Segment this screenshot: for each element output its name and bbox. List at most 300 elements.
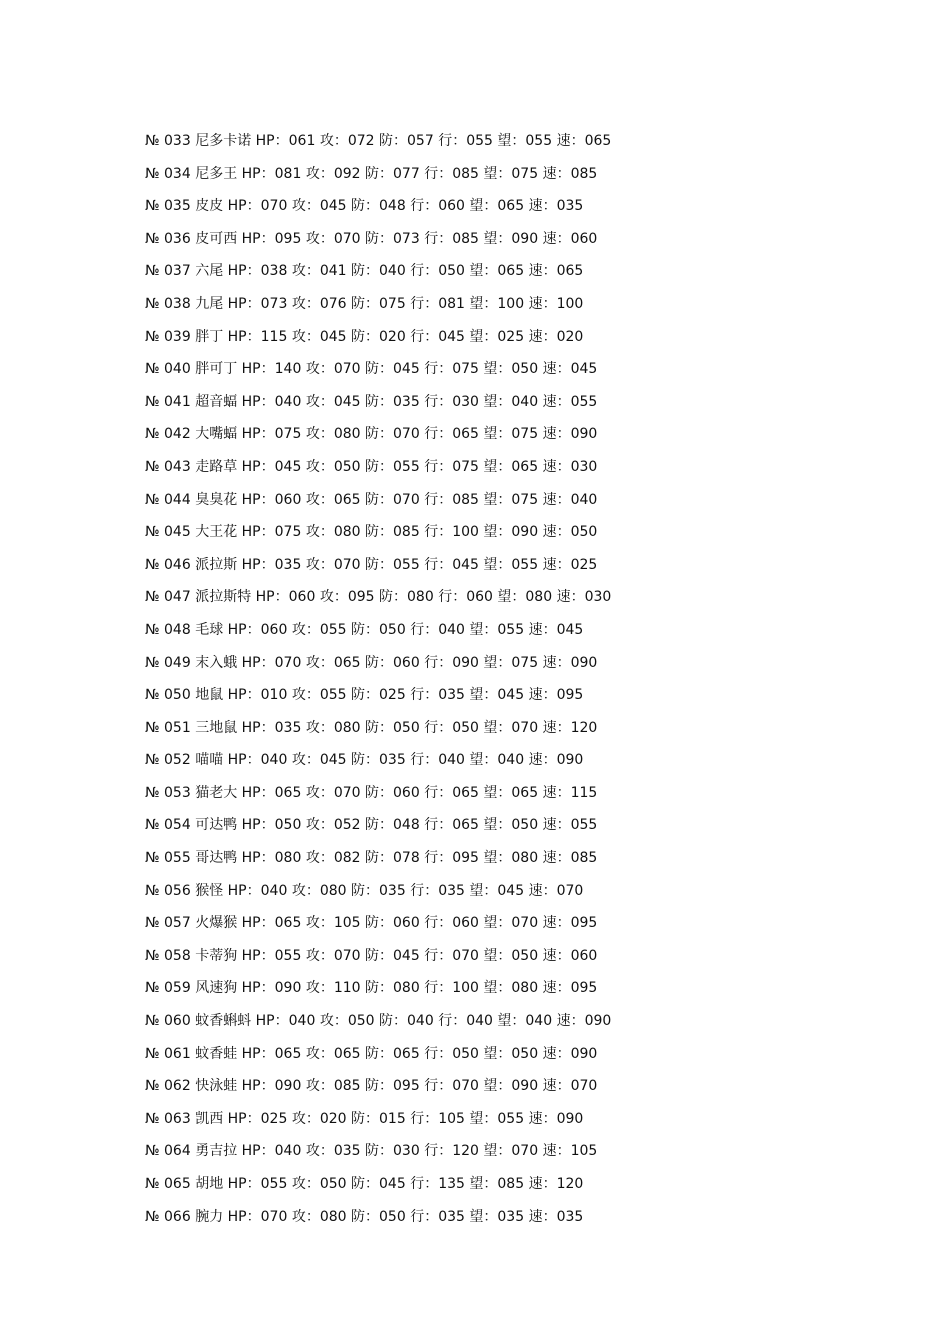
stat-def: 020: [379, 328, 406, 345]
stat-hp-label: HP：: [227, 1110, 261, 1127]
entry-name: 喵喵: [195, 752, 224, 769]
stat-atk-label: 攻：: [305, 1143, 334, 1160]
stat-hp: 038: [260, 263, 288, 280]
stat-def: 050: [393, 719, 420, 736]
stat-atk-label: 攻：: [319, 133, 348, 149]
stat-hope: 100: [497, 295, 525, 312]
stat-atk-label: 攻：: [319, 589, 348, 606]
stat-act: 045: [452, 556, 479, 573]
stat-act: 035: [438, 882, 465, 899]
stat-hope-label: 望：: [483, 850, 512, 867]
stat-atk-label: 攻：: [305, 719, 334, 736]
stat-def-label: 防：: [351, 882, 380, 899]
stat-hope: 090: [511, 1078, 539, 1095]
stat-act: 065: [452, 817, 479, 834]
stat-act-label: 行：: [410, 263, 439, 280]
entry-number-label: №: [145, 1176, 160, 1192]
stat-spd-label: 速：: [528, 198, 557, 215]
entry-number-label: №: [145, 915, 160, 932]
stat-hp-label: HP：: [227, 328, 261, 345]
stat-act: 070: [452, 1078, 479, 1095]
stat-hp-label: HP：: [241, 556, 275, 573]
stat-act: 070: [452, 947, 479, 964]
stat-spd-label: 速：: [542, 491, 571, 508]
stat-act: 035: [438, 1208, 465, 1225]
stat-atk: 041: [319, 263, 347, 280]
stat-spd-label: 速：: [528, 687, 557, 704]
stat-def: 045: [379, 1176, 406, 1192]
entry-number-label: №: [145, 328, 160, 345]
stat-hope: 065: [497, 198, 525, 215]
entry-number: 063: [164, 1110, 191, 1127]
entry-number-label: №: [145, 198, 160, 215]
stat-hope: 040: [525, 1013, 553, 1030]
stat-spd-label: 速：: [556, 1013, 585, 1030]
entry-number: 062: [164, 1078, 191, 1095]
entry-number: 043: [164, 458, 191, 475]
stat-hope-label: 望：: [483, 524, 512, 541]
stat-atk-label: 攻：: [305, 1045, 334, 1062]
stat-def: 030: [393, 1143, 420, 1160]
stat-hope: 045: [497, 687, 525, 704]
entry-number-label: №: [145, 1013, 160, 1030]
stat-spd-label: 速：: [542, 947, 571, 964]
stat-atk-label: 攻：: [305, 458, 334, 475]
stat-act: 050: [438, 263, 465, 280]
stat-hope: 080: [511, 850, 539, 867]
entry-name: 末入蛾: [195, 654, 238, 671]
stat-atk-label: 攻：: [291, 263, 320, 280]
stat-hope-label: 望：: [469, 1110, 498, 1127]
stat-act-label: 行：: [410, 752, 439, 769]
stat-atk-label: 攻：: [305, 915, 334, 932]
stat-hp: 061: [288, 133, 316, 149]
stat-act-label: 行：: [424, 524, 453, 541]
entry-number-label: №: [145, 947, 160, 964]
stat-hp: 060: [260, 621, 288, 638]
stat-hp-label: HP：: [241, 654, 275, 671]
stat-hope: 035: [497, 1208, 525, 1225]
stat-atk: 105: [333, 915, 361, 932]
stat-spd-label: 速：: [528, 328, 557, 345]
stat-atk-label: 攻：: [291, 882, 320, 899]
stat-def: 078: [393, 850, 420, 867]
stat-act: 055: [466, 133, 493, 149]
stat-atk: 045: [319, 752, 347, 769]
stat-hp: 040: [260, 882, 288, 899]
stat-hp-label: HP：: [227, 687, 261, 704]
stat-act: 081: [438, 295, 465, 312]
stat-atk: 085: [333, 1078, 361, 1095]
stat-hp: 090: [274, 1078, 302, 1095]
list-item: [145, 716, 845, 749]
stat-atk: 070: [333, 947, 361, 964]
stat-hp: 055: [260, 1176, 288, 1192]
stat-atk: 045: [319, 198, 347, 215]
stat-atk-label: 攻：: [305, 817, 334, 834]
entry-number: 042: [164, 426, 191, 443]
entry-number: 058: [164, 947, 191, 964]
stat-hope: 075: [511, 165, 539, 182]
stat-atk-label: 攻：: [291, 621, 320, 638]
stat-act-label: 行：: [438, 133, 467, 149]
stat-spd-label: 速：: [542, 654, 571, 671]
stat-hope-label: 望：: [483, 556, 512, 573]
entry-name: 哥达鸭: [195, 850, 238, 867]
stat-hope-label: 望：: [483, 361, 512, 378]
list-item: [145, 1009, 845, 1042]
stat-atk-label: 攻：: [305, 654, 334, 671]
stat-hp: 040: [274, 393, 302, 410]
stat-act: 050: [452, 719, 479, 736]
stat-hope-label: 望：: [483, 980, 512, 997]
stat-hope-label: 望：: [469, 1208, 498, 1225]
stat-spd: 030: [570, 458, 598, 475]
stat-def: 057: [407, 133, 434, 149]
stat-hope-label: 望：: [469, 263, 498, 280]
stat-atk: 045: [333, 393, 361, 410]
entry-name: 走路草: [195, 458, 238, 475]
stat-atk-label: 攻：: [305, 524, 334, 541]
stat-def-label: 防：: [379, 1013, 408, 1030]
stat-hope-label: 望：: [483, 915, 512, 932]
stat-hp: 070: [260, 198, 288, 215]
entry-number-label: №: [145, 752, 160, 769]
stat-def-label: 防：: [365, 654, 394, 671]
stat-spd: 115: [570, 784, 598, 801]
list-item: [145, 944, 845, 977]
stat-hp: 115: [260, 328, 288, 345]
stat-atk: 095: [347, 589, 375, 606]
stat-atk: 070: [333, 230, 361, 247]
entry-number: 053: [164, 784, 191, 801]
stat-def-label: 防：: [365, 361, 394, 378]
stat-def-label: 防：: [365, 556, 394, 573]
stat-def-label: 防：: [365, 426, 394, 443]
stat-def: 080: [393, 980, 420, 997]
stat-def: 045: [393, 361, 420, 378]
stat-act: 095: [452, 850, 479, 867]
entry-number: 066: [164, 1208, 191, 1225]
stat-atk: 065: [333, 654, 361, 671]
stat-hp: 081: [274, 165, 302, 182]
stat-hope-label: 望：: [469, 621, 498, 638]
stat-def: 035: [393, 393, 420, 410]
stat-def-label: 防：: [351, 295, 380, 312]
list-item: [145, 129, 845, 162]
stat-spd-label: 速：: [528, 295, 557, 312]
stat-act: 065: [452, 784, 479, 801]
stat-spd: 055: [570, 817, 598, 834]
list-item: [145, 748, 845, 781]
stat-act: 035: [438, 687, 465, 704]
stat-spd: 070: [556, 882, 584, 899]
stat-hp-label: HP：: [241, 784, 275, 801]
list-item: [145, 488, 845, 521]
entry-number-label: №: [145, 230, 160, 247]
stat-hope-label: 望：: [483, 165, 512, 182]
stat-def-label: 防：: [379, 589, 408, 606]
stat-hope-label: 望：: [469, 882, 498, 899]
list-item: [145, 879, 845, 912]
entry-number-label: №: [145, 458, 160, 475]
entry-name: 派拉斯: [195, 556, 238, 573]
stat-atk-label: 攻：: [291, 198, 320, 215]
stat-def-label: 防：: [351, 752, 380, 769]
stat-hp-label: HP：: [241, 491, 275, 508]
entry-name: 超音蝠: [195, 393, 238, 410]
stat-def-label: 防：: [365, 719, 394, 736]
list-item: [145, 194, 845, 227]
entry-number-label: №: [145, 1208, 160, 1225]
stat-def-label: 防：: [365, 817, 394, 834]
stat-spd-label: 速：: [528, 263, 557, 280]
stat-def-label: 防：: [365, 915, 394, 932]
entry-name: 毛球: [195, 621, 224, 638]
stat-atk: 020: [319, 1110, 347, 1127]
stat-hp: 060: [288, 589, 316, 606]
stat-hope: 065: [511, 784, 539, 801]
stat-def: 060: [393, 654, 420, 671]
stat-atk: 045: [319, 328, 347, 345]
stat-atk-label: 攻：: [305, 1078, 334, 1095]
stat-def-label: 防：: [379, 133, 408, 149]
stat-act-label: 行：: [424, 1078, 453, 1095]
stat-def: 045: [393, 947, 420, 964]
stat-spd: 090: [570, 1045, 598, 1062]
stat-def-label: 防：: [351, 198, 380, 215]
stat-hp-label: HP：: [227, 295, 261, 312]
stat-def: 085: [393, 524, 420, 541]
stat-act-label: 行：: [424, 165, 453, 182]
list-item: [145, 259, 845, 292]
stat-def: 048: [393, 817, 420, 834]
entry-number: 057: [164, 915, 191, 932]
entry-name: 臭臭花: [195, 491, 238, 508]
stat-act: 085: [452, 165, 479, 182]
entry-number-label: №: [145, 1045, 160, 1062]
stat-act: 065: [452, 426, 479, 443]
entry-name: 凯西: [195, 1110, 224, 1127]
list-item: [145, 455, 845, 488]
entry-number: 061: [164, 1045, 191, 1062]
entry-name: 三地鼠: [195, 719, 238, 736]
stat-act-label: 行：: [410, 621, 439, 638]
entry-number-label: №: [145, 165, 160, 182]
stat-act-label: 行：: [424, 458, 453, 475]
stat-spd: 035: [556, 1208, 584, 1225]
stat-atk: 092: [333, 165, 361, 182]
list-item: [145, 1074, 845, 1107]
list-item: [145, 813, 845, 846]
stat-atk: 080: [333, 719, 361, 736]
stat-act: 045: [438, 328, 465, 345]
stat-spd-label: 速：: [528, 882, 557, 899]
stat-def: 070: [393, 426, 420, 443]
stat-spd-label: 速：: [528, 1208, 557, 1225]
stat-spd-label: 速：: [542, 850, 571, 867]
stat-def-label: 防：: [351, 687, 380, 704]
stat-hope: 040: [497, 752, 525, 769]
stat-atk: 080: [333, 524, 361, 541]
stat-def: 055: [393, 458, 420, 475]
stat-hp: 075: [274, 524, 302, 541]
stat-act: 120: [452, 1143, 479, 1160]
stat-spd-label: 速：: [542, 524, 571, 541]
stat-hope: 070: [511, 1143, 539, 1160]
stat-spd: 100: [556, 295, 584, 312]
stat-atk-label: 攻：: [291, 328, 320, 345]
stat-spd: 045: [570, 361, 598, 378]
entry-number-label: №: [145, 1143, 160, 1160]
stat-def: 095: [393, 1078, 420, 1095]
stat-atk-label: 攻：: [305, 850, 334, 867]
stat-act: 040: [438, 621, 465, 638]
stat-spd-label: 速：: [542, 980, 571, 997]
list-item: [145, 325, 845, 358]
stat-hp-label: HP：: [227, 882, 261, 899]
entry-number: 065: [164, 1176, 191, 1192]
stat-def: 077: [393, 165, 420, 182]
entry-number: 033: [164, 133, 191, 149]
stat-hp-label: HP：: [241, 458, 275, 475]
stat-act: 075: [452, 361, 479, 378]
stat-atk-label: 攻：: [305, 980, 334, 997]
stat-hope-label: 望：: [483, 654, 512, 671]
entry-number-label: №: [145, 980, 160, 997]
stat-spd-label: 速：: [542, 1143, 571, 1160]
entry-name: 六尾: [195, 263, 224, 280]
stat-act-label: 行：: [424, 947, 453, 964]
list-item: [145, 1172, 845, 1205]
list-item: [145, 1139, 845, 1172]
stat-hp: 065: [274, 784, 302, 801]
stat-hp-label: HP：: [241, 1143, 275, 1160]
stat-act-label: 行：: [424, 1045, 453, 1062]
stat-hp: 070: [260, 1208, 288, 1225]
stat-spd: 065: [584, 133, 612, 149]
stat-hp: 075: [274, 426, 302, 443]
stat-def-label: 防：: [365, 850, 394, 867]
stat-def: 048: [379, 198, 406, 215]
stat-hp: 070: [274, 654, 302, 671]
stat-atk-label: 攻：: [319, 1013, 348, 1030]
entry-name: 皮可西: [195, 230, 238, 247]
stat-atk-label: 攻：: [305, 426, 334, 443]
stat-act: 050: [452, 1045, 479, 1062]
stat-spd-label: 速：: [542, 165, 571, 182]
stat-def: 073: [393, 230, 420, 247]
stat-hope-label: 望：: [483, 1045, 512, 1062]
entry-number: 049: [164, 654, 191, 671]
stat-hope-label: 望：: [483, 1078, 512, 1095]
entry-number: 048: [164, 621, 191, 638]
stat-def: 035: [379, 882, 406, 899]
stat-act: 105: [438, 1110, 465, 1127]
list-item: [145, 911, 845, 944]
stat-hope: 080: [525, 589, 553, 606]
stat-hp-label: HP：: [241, 230, 275, 247]
stat-act-label: 行：: [410, 198, 439, 215]
stat-hope-label: 望：: [483, 719, 512, 736]
stat-act-label: 行：: [424, 654, 453, 671]
entry-number: 050: [164, 687, 191, 704]
stat-hp: 065: [274, 1045, 302, 1062]
stat-def-label: 防：: [351, 263, 380, 280]
stat-hope-label: 望：: [483, 458, 512, 475]
stat-atk: 072: [347, 133, 375, 149]
list-item: [145, 683, 845, 716]
stat-atk-label: 攻：: [305, 361, 334, 378]
stat-atk: 080: [319, 1208, 347, 1225]
stat-act: 085: [452, 491, 479, 508]
stat-hp-label: HP：: [241, 1078, 275, 1095]
stat-act: 060: [438, 198, 465, 215]
stat-spd: 090: [570, 426, 598, 443]
entry-number: 038: [164, 295, 191, 312]
entry-name: 皮皮: [195, 198, 224, 215]
stat-hope: 085: [497, 1176, 525, 1192]
stat-hope-label: 望：: [469, 1176, 498, 1192]
stat-atk: 052: [333, 817, 361, 834]
stat-hp: 090: [274, 980, 302, 997]
stat-spd-label: 速：: [542, 1078, 571, 1095]
stat-hope-label: 望：: [483, 947, 512, 964]
entry-name: 大嘴蝠: [195, 426, 238, 443]
stat-atk: 050: [319, 1176, 347, 1192]
entry-name: 地鼠: [195, 687, 224, 704]
stat-hp: 095: [274, 230, 302, 247]
stat-hope-label: 望：: [497, 133, 526, 149]
stat-spd: 085: [570, 850, 598, 867]
entry-name: 卡蒂狗: [195, 947, 238, 964]
stat-hope: 065: [511, 458, 539, 475]
stat-spd: 040: [570, 491, 598, 508]
stat-hope: 050: [511, 361, 539, 378]
stat-def-label: 防：: [365, 947, 394, 964]
entry-number-label: №: [145, 882, 160, 899]
entry-number-label: №: [145, 784, 160, 801]
stat-atk: 070: [333, 784, 361, 801]
entry-number: 039: [164, 328, 191, 345]
stat-act-label: 行：: [424, 850, 453, 867]
stat-atk: 080: [319, 882, 347, 899]
stat-spd: 070: [570, 1078, 598, 1095]
entry-number: 051: [164, 719, 191, 736]
stat-atk: 055: [319, 687, 347, 704]
list-item: [145, 162, 845, 195]
list-item: [145, 520, 845, 553]
stat-hope: 080: [511, 980, 539, 997]
stat-hope: 045: [497, 882, 525, 899]
stat-act-label: 行：: [410, 295, 439, 312]
stat-hope-label: 望：: [469, 198, 498, 215]
stat-def-label: 防：: [365, 1078, 394, 1095]
stat-act: 100: [452, 524, 479, 541]
entry-number-label: №: [145, 393, 160, 410]
stat-act: 060: [466, 589, 493, 606]
stat-spd: 095: [570, 980, 598, 997]
stat-hp-label: HP：: [241, 980, 275, 997]
stat-spd: 120: [556, 1176, 584, 1192]
stat-def: 055: [393, 556, 420, 573]
stat-atk: 110: [333, 980, 361, 997]
stat-spd: 035: [556, 198, 584, 215]
stat-def-label: 防：: [365, 230, 394, 247]
stat-spd: 060: [570, 230, 598, 247]
stat-spd-label: 速：: [542, 230, 571, 247]
stat-hp-label: HP：: [241, 524, 275, 541]
